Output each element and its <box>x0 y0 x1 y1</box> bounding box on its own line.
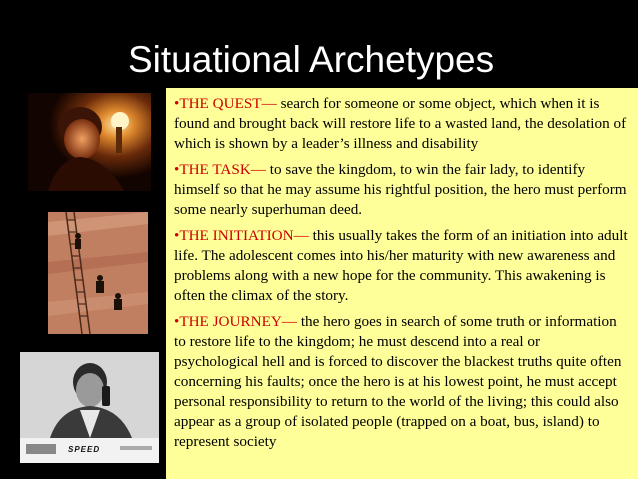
item-initiation <box>174 226 628 306</box>
item-task <box>174 160 628 220</box>
slide-title: Situational Archetypes <box>128 39 495 80</box>
item-quest-heading: •THE QUEST— <box>174 95 277 112</box>
item-journey-body: the hero goes in search of some truth or information to restore life to the kingdom; he must descend into a real or psychological hell and is forced to discover the blackest truths quite often concerning his faults; once the hero is at his lowest point, he must accept personal responsibility to return to the world of the living; this could also appear as a group of isolated people (trapped on a boat, bus, island) to represent society <box>174 313 622 450</box>
text-panel <box>166 88 638 479</box>
item-quest-body: search for someone or some object, which when it is found and brought back will restore life to a wasted land, the desolation of which is shown by a leader’s illness and disability <box>174 95 627 152</box>
item-initiation-body: this usually takes the form of an initiation into adult life. The adolescent comes into his/her maturity with new awareness and problems along with a new hope for the community. This awakening is often the climax of the story. <box>174 227 628 304</box>
item-quest <box>174 94 628 154</box>
item-initiation-heading: •THE INITIATION— <box>174 227 309 244</box>
item-task-heading: •THE TASK— <box>174 161 266 178</box>
item-task-body: to save the kingdom, to win the fair lady, to identify himself so that he may assume his rightful position, the hero must perform some nearly superhuman deed. <box>174 161 627 218</box>
item-journey <box>174 312 628 452</box>
quest-photo <box>28 93 151 191</box>
speed-caption: SPEED <box>68 445 101 454</box>
task-photo <box>48 212 148 334</box>
speed-photo <box>20 352 159 463</box>
item-journey-heading: •THE JOURNEY— <box>174 313 298 330</box>
